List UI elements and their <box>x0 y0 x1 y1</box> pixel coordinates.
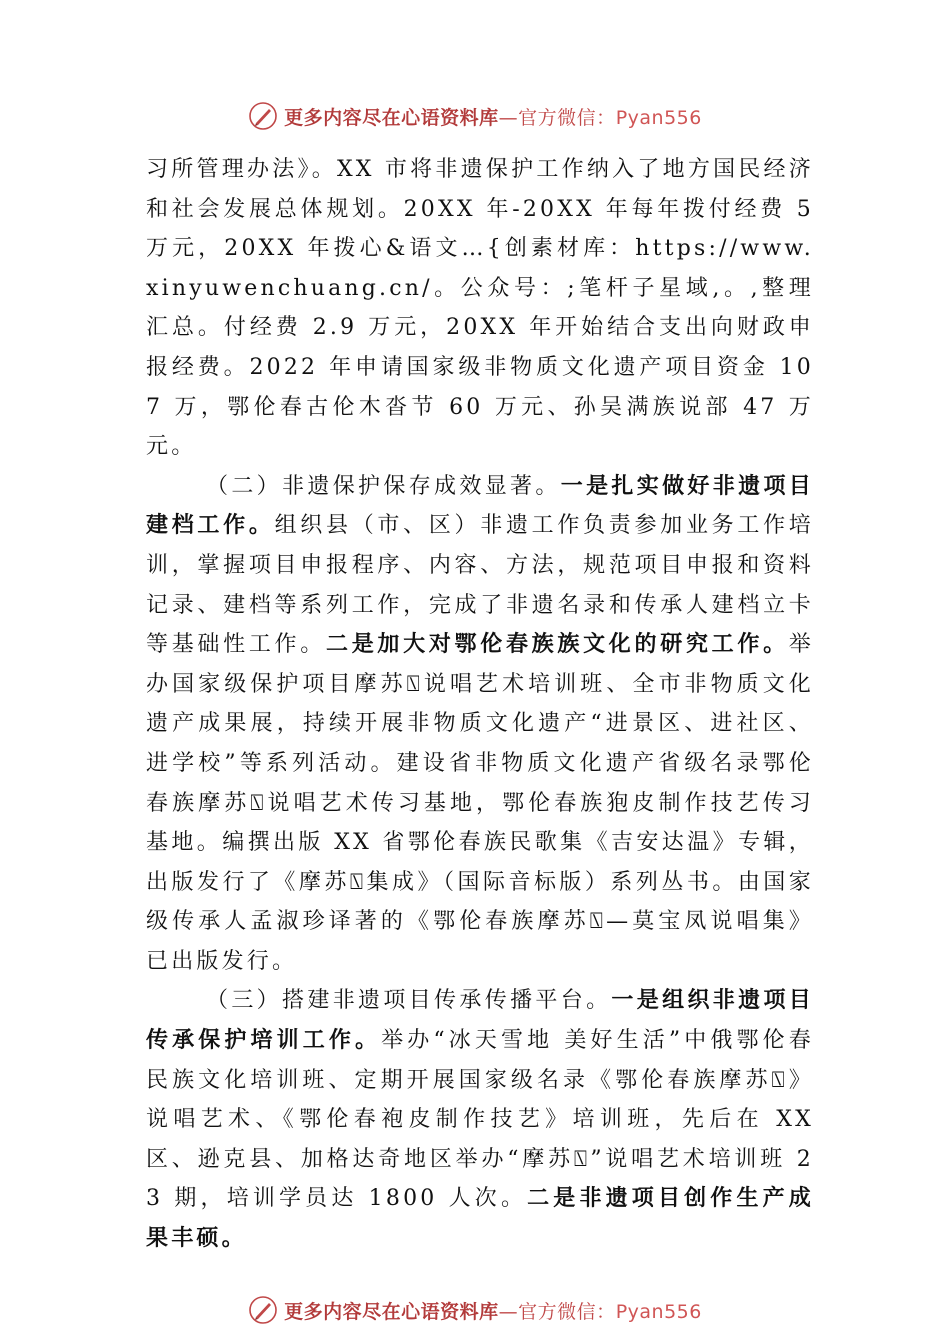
watermark-label: —官方微信： <box>498 106 616 129</box>
section-3-point-2: 二是非遗项目创作生产成果丰硕。 <box>146 1185 814 1252</box>
document-body <box>146 150 814 1259</box>
watermark-brand: 更多内容尽在心语资料库 <box>284 106 499 129</box>
pen-logo-icon <box>248 1295 278 1325</box>
section-3-heading: （三）搭建非遗项目传承传播平台。 <box>206 988 612 1014</box>
section-3-text-1: 举办“冰天雪地 美好生活”中俄鄂伦春民族文化培训班、定期开展国家级名录《鄂伦春族摩苏⍂》 说唱艺术、《鄂伦春袍皮制作技艺》培训班，先后在 XX 区、逊克县、加格达奇地区举办“摩苏⍂”说唱艺术培训班 23 期，培训学员达 1800 人次。 <box>146 1028 814 1212</box>
section-2-heading: （二）非遗保护保存成效显著。 <box>206 473 561 499</box>
paragraph-section-3 <box>146 981 814 1258</box>
watermark-text <box>284 103 702 130</box>
watermark-text <box>284 1297 702 1324</box>
section-2-text-2: 举办国家级保护项目摩苏⍂说唱艺术培训班、全市非物质文化遗产成果展，持续开展非物质文化遗产“进景区、进社区、 进学校”等系列活动。建设省非物质文化遗产省级名录鄂伦春族摩苏⍂说唱艺术传习基地，鄂伦春族狍皮制作技艺传习基地。编撰出版 XX 省鄂伦春族民歌集《吉安达温》专辑，出版发行了《摩苏⍂集成》（国际音标版）系列丛书。由国家级传承人孟淑珍译著的《鄂伦春族摩苏⍂—莫宝凤说唱集》已出版发行。 <box>146 632 814 974</box>
watermark-wechat-id: Pyan556 <box>615 1300 702 1323</box>
footer-watermark <box>0 1290 950 1330</box>
paragraph-section-2 <box>146 467 814 982</box>
watermark-label: —官方微信： <box>498 1300 616 1323</box>
section-2-point-2: 二是加大对鄂伦春族族文化的研究工作。 <box>325 631 789 658</box>
header-watermark <box>0 96 950 136</box>
section-2-text-1: 组织县（市、区）非遗工作负责参加业务工作培训，掌握项目申报程序、内容、方法，规范项目申报和资料记录、建档等系列工作，完成了非遗名录和传承人建档立卡等基础性工作。 <box>146 513 814 658</box>
pen-logo-icon <box>248 101 278 131</box>
paragraph-continuation: 习所管理办法》。XX 市将非遗保护工作纳入了地方国民经济和社会发展总体规划。20XX 年-20XX 年每年拨付经费 5 万元，20XX 年拨心&语文…{创素材库：https://www.xinyuwenchuang.cn/。公众号：;笔杆子星域,。,整理汇总。付经费 2.9 万元，20XX 年开始结合支出向财政申报经费。2022 年申请国家级非物质文化遗产项目资金 107 万，鄂伦春古伦木沓节 60 万元、孙吴满族说部 47 万元。 <box>146 157 814 460</box>
section-2-point-1: 一是扎实做好非遗项目建档工作。 <box>146 472 814 539</box>
section-3-point-1: 一是组织非遗项目传承保护培训工作。 <box>146 987 814 1054</box>
watermark-wechat-id: Pyan556 <box>615 106 702 129</box>
watermark-brand: 更多内容尽在心语资料库 <box>284 1300 499 1323</box>
